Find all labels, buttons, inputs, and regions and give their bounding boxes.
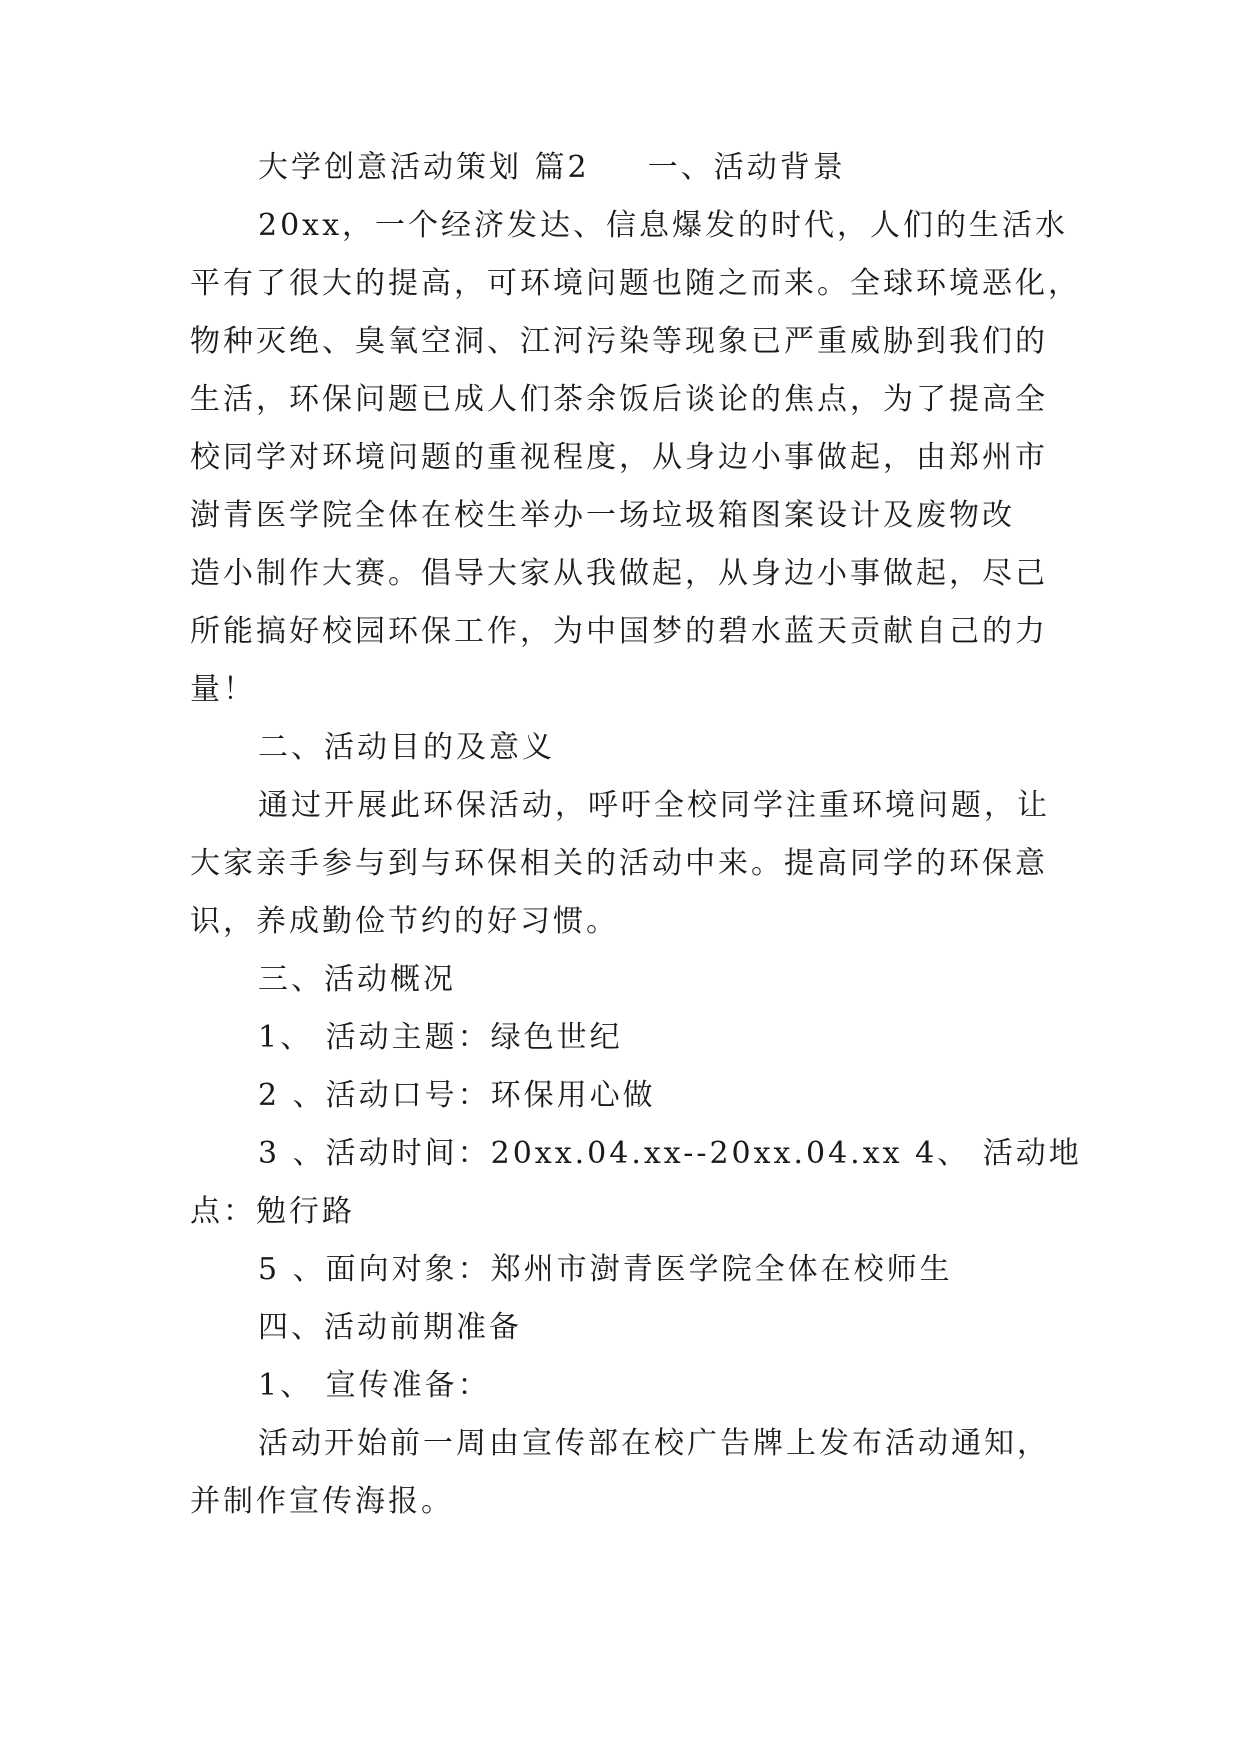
- list-item: 3 、活动时间：20xx.04.xx--20xx.04.xx 4、 活动地: [258, 1136, 1082, 1171]
- list-item: 1、 宣传准备：: [258, 1368, 491, 1403]
- section-heading: 三、活动概况: [258, 962, 456, 997]
- list-item: 1、 活动主题：绿色世纪: [258, 1020, 623, 1055]
- paragraph-line: 物种灭绝、臭氧空洞、江河污染等现象已严重威胁到我们的: [190, 324, 1048, 359]
- paragraph-line: 大家亲手参与到与环保相关的活动中来。提高同学的环保意: [190, 846, 1048, 881]
- paragraph-line: 活动开始前一周由宣传部在校广告牌上发布活动通知，: [258, 1426, 1050, 1461]
- list-item: 2 、活动口号：环保用心做: [258, 1078, 656, 1113]
- section-heading: 二、活动目的及意义: [258, 730, 555, 765]
- paragraph-line: 识，养成勤俭节约的好习惯。: [190, 904, 619, 939]
- heading-title-background: 大学创意活动策划 篇2 一、活动背景: [258, 150, 846, 185]
- paragraph-line: 平有了很大的提高，可环境问题也随之而来。全球环境恶化，: [190, 266, 1081, 301]
- paragraph-line: 20xx，一个经济发达、信息爆发的时代，人们的生活水: [258, 208, 1069, 243]
- paragraph-line: 通过开展此环保活动，呼吁全校同学注重环境问题，让: [258, 788, 1050, 823]
- paragraph-line: 所能搞好校园环保工作，为中国梦的碧水蓝天贡献自己的力: [190, 614, 1048, 649]
- list-item: 5 、面向对象：郑州市澍青医学院全体在校师生: [258, 1252, 953, 1287]
- section-heading: 四、活动前期准备: [258, 1310, 522, 1345]
- paragraph-line: 并制作宣传海报。: [190, 1484, 454, 1519]
- paragraph-line: 生活，环保问题已成人们茶余饭后谈论的焦点，为了提高全: [190, 382, 1048, 417]
- paragraph-line: 澍青医学院全体在校生举办一场垃圾箱图案设计及废物改: [190, 498, 1015, 533]
- paragraph-line: 造小制作大赛。倡导大家从我做起，从身边小事做起，尽己: [190, 556, 1048, 591]
- paragraph-line: 校同学对环境问题的重视程度，从身边小事做起，由郑州市: [190, 440, 1048, 475]
- paragraph-line: 量！: [190, 672, 256, 707]
- list-item: 点：勉行路: [190, 1194, 355, 1229]
